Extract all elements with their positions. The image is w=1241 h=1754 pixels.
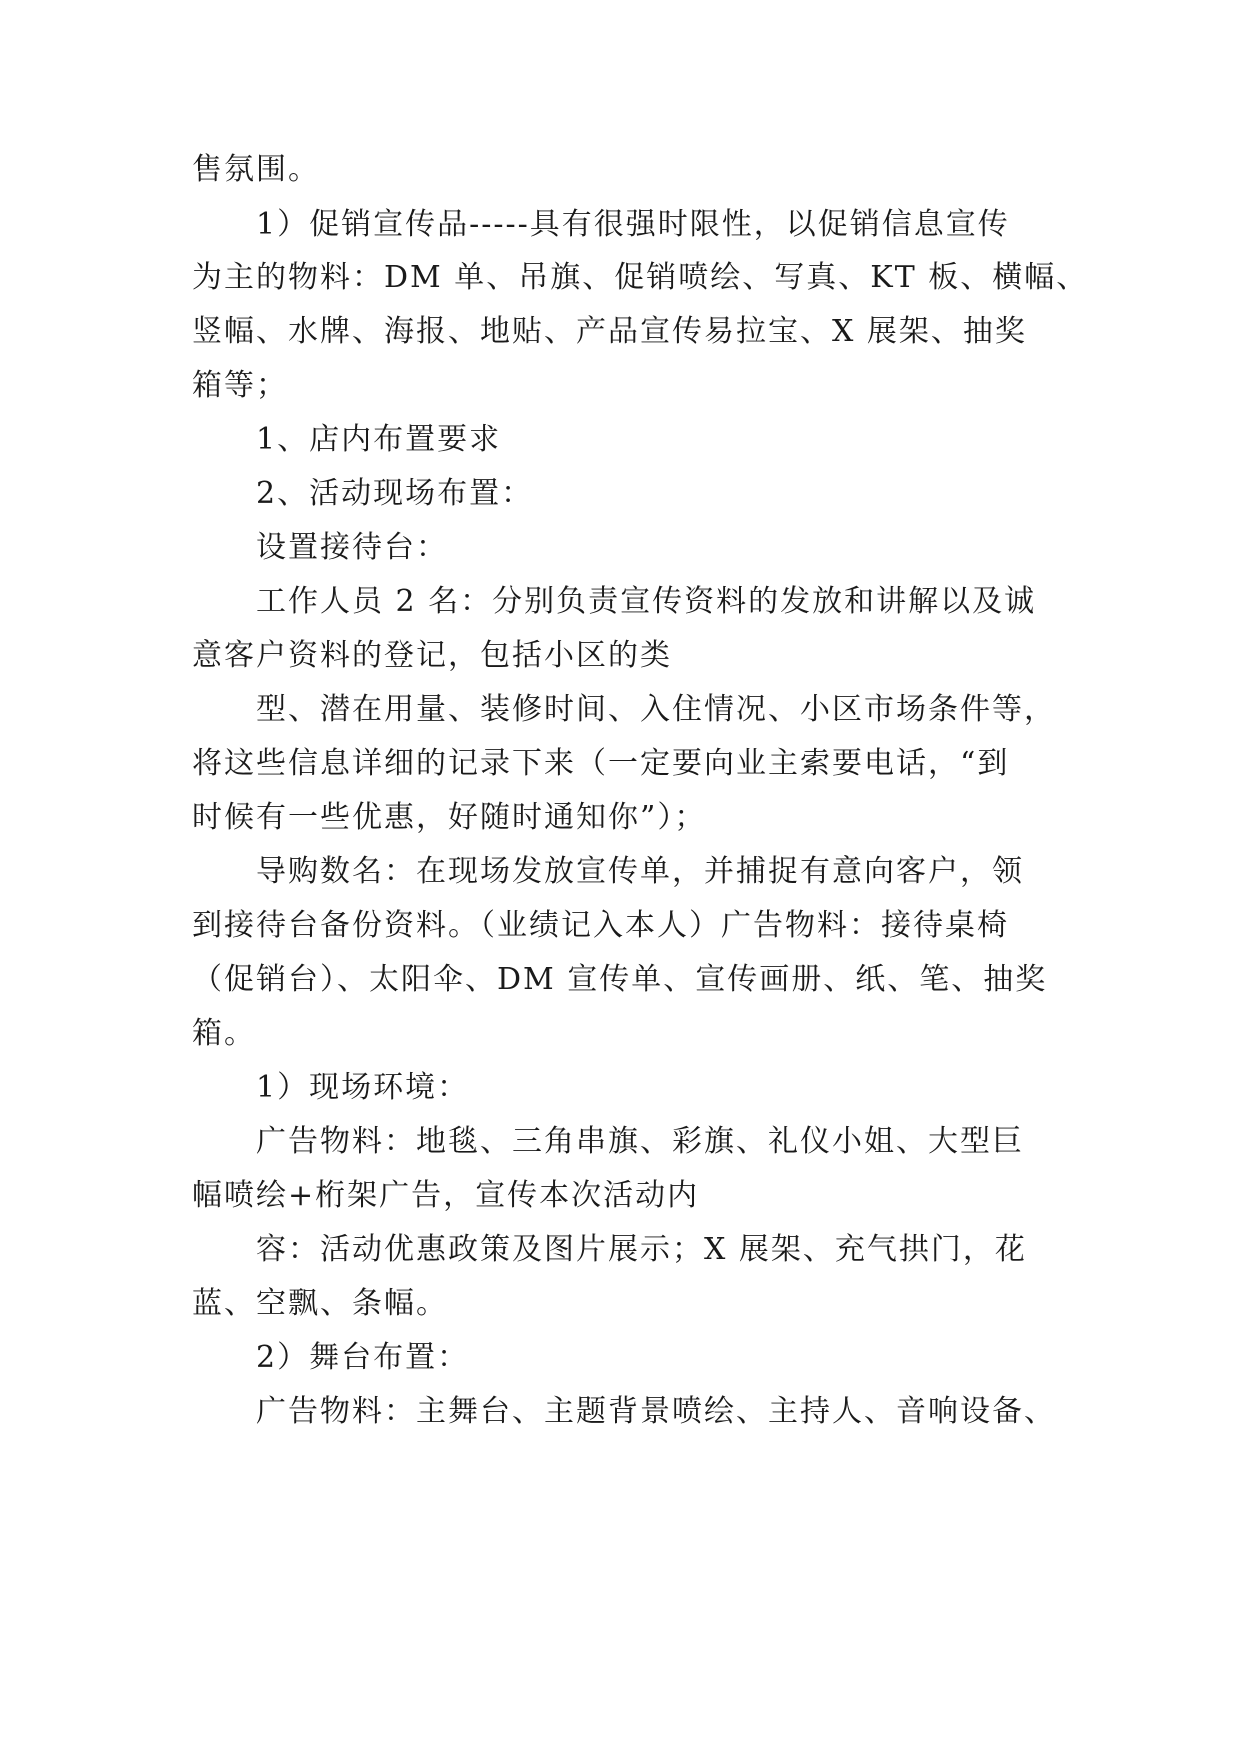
text-line: （促销台）、太阳伞、DM 宣传单、宣传画册、纸、笔、抽奖 <box>192 962 1048 997</box>
text-line: 售氛围。 <box>192 152 320 187</box>
text-line: 时候有一些优惠，好随时通知你”）； <box>192 800 707 835</box>
text-line: 2、活动现场布置： <box>256 476 534 511</box>
text-line: 1）促销宣传品-----具有很强时限性，以促销信息宣传 <box>256 207 1010 242</box>
text-line: 设置接待台： <box>256 530 448 565</box>
text-line: 导购数名：在现场发放宣传单，并捕捉有意向客户，领 <box>256 854 1024 889</box>
text-line: 箱。 <box>192 1016 256 1051</box>
text-line: 幅喷绘+桁架广告，宣传本次活动内 <box>192 1178 700 1213</box>
text-line: 型、潜在用量、装修时间、入住情况、小区市场条件等， <box>256 692 1056 727</box>
text-line: 将这些信息详细的记录下来（一定要向业主索要电话，“到 <box>192 746 1010 781</box>
text-line: 意客户资料的登记，包括小区的类 <box>192 638 672 673</box>
text-line: 广告物料：地毯、三角串旗、彩旗、礼仪小姐、大型巨 <box>256 1124 1024 1159</box>
text-line: 为主的物料：DM 单、吊旗、促销喷绘、写真、KT 板、横幅、 <box>192 260 1089 295</box>
text-line: 竖幅、水牌、海报、地贴、产品宣传易拉宝、X 展架、抽奖 <box>192 314 1027 349</box>
text-line: 1）现场环境： <box>256 1070 470 1105</box>
text-line: 容：活动优惠政策及图片展示；X 展架、充气拱门，花 <box>256 1232 1027 1267</box>
text-line: 工作人员 2 名：分别负责宣传资料的发放和讲解以及诚 <box>256 584 1037 619</box>
text-line: 箱等； <box>192 368 288 403</box>
text-line: 1、店内布置要求 <box>256 422 502 457</box>
text-line: 广告物料：主舞台、主题背景喷绘、主持人、音响设备、 <box>256 1394 1056 1429</box>
text-line: 蓝、空飘、条幅。 <box>192 1286 448 1321</box>
text-line: 2）舞台布置： <box>256 1340 470 1375</box>
text-line: 到接待台备份资料。（业绩记入本人）广告物料：接待桌椅 <box>192 908 1009 943</box>
